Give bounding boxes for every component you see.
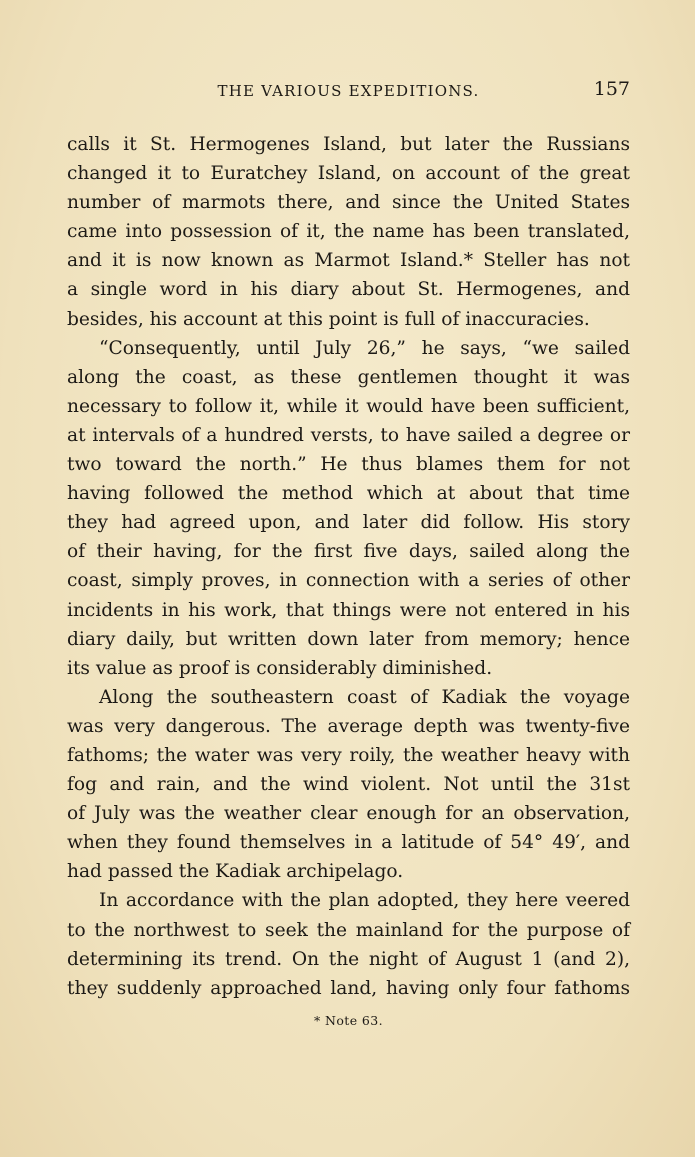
text-line: to the northwest to seek the mainland for the purpose of [67, 919, 630, 941]
text-line: of July was the weather clear enough for an observation, [67, 803, 630, 825]
text-line: calls it St. Hermogenes Island, but later the Russians [67, 134, 630, 155]
text-line: “Consequently, until July 26,” he says, “we sailed [99, 337, 630, 359]
text-line: changed it to Euratchey Island, on account of the great [67, 163, 630, 185]
book-page [67, 76, 630, 1028]
text-line: In accordance with the plan adopted, they here veered [99, 890, 630, 912]
text-line: a single word in his diary about St. Hermogenes, and [67, 279, 630, 301]
text-line: its value as proof is considerably diminished. [67, 657, 493, 679]
text-line: coast, simply proves, in connection with a series of other [67, 570, 630, 592]
text-line: when they found themselves in a latitude of 54° 49′, and [67, 832, 630, 854]
footnote: * Note 63. [314, 1012, 383, 1028]
text-line: fog and rain, and the wind violent. Not until the 31st [67, 774, 630, 796]
paragraph-2 [67, 334, 630, 683]
page-number: 157 [593, 78, 630, 100]
body-text [67, 130, 630, 1003]
running-header [67, 76, 630, 106]
text-line: besides, his account at this point is full of inaccuracies. [67, 308, 590, 330]
text-line: two toward the north.” He thus blames them for not [67, 454, 630, 476]
text-line: determining its trend. On the night of August 1 (and 2), [67, 948, 630, 970]
running-title: THE VARIOUS EXPEDITIONS. [217, 82, 480, 100]
text-line: they had agreed upon, and later did follow. His story [67, 512, 630, 534]
text-line: they suddenly approached land, having only four fathoms [67, 977, 630, 999]
paragraph-1 [67, 130, 630, 334]
text-line: of their having, for the first five days, sailed along the [67, 541, 630, 563]
text-line: fathoms; the water was very roily, the weather heavy with [67, 744, 630, 766]
text-line: at intervals of a hundred versts, to have sailed a degree or [67, 424, 630, 446]
text-line: diary daily, but written down later from memory; hence [67, 628, 630, 650]
text-line: Along the southeastern coast of Kadiak the voyage [99, 686, 630, 708]
text-line: incidents in his work, that things were not entered in his [67, 599, 630, 621]
text-line: had passed the Kadiak archipelago. [67, 861, 404, 883]
text-line: along the coast, as these gentlemen thought it was [67, 366, 630, 388]
text-line: and it is now known as Marmot Island.* Steller has not [67, 250, 630, 272]
text-line: necessary to follow it, while it would have been sufficient, [67, 395, 630, 417]
text-line: having followed the method which at about that time [67, 483, 630, 505]
text-line: number of marmots there, and since the United States [67, 192, 630, 214]
paragraph-4 [67, 886, 630, 1002]
text-line: was very dangerous. The average depth was twenty-five [67, 715, 630, 737]
text-line: came into possession of it, the name has been translated, [67, 221, 630, 243]
paragraph-3 [67, 683, 630, 887]
